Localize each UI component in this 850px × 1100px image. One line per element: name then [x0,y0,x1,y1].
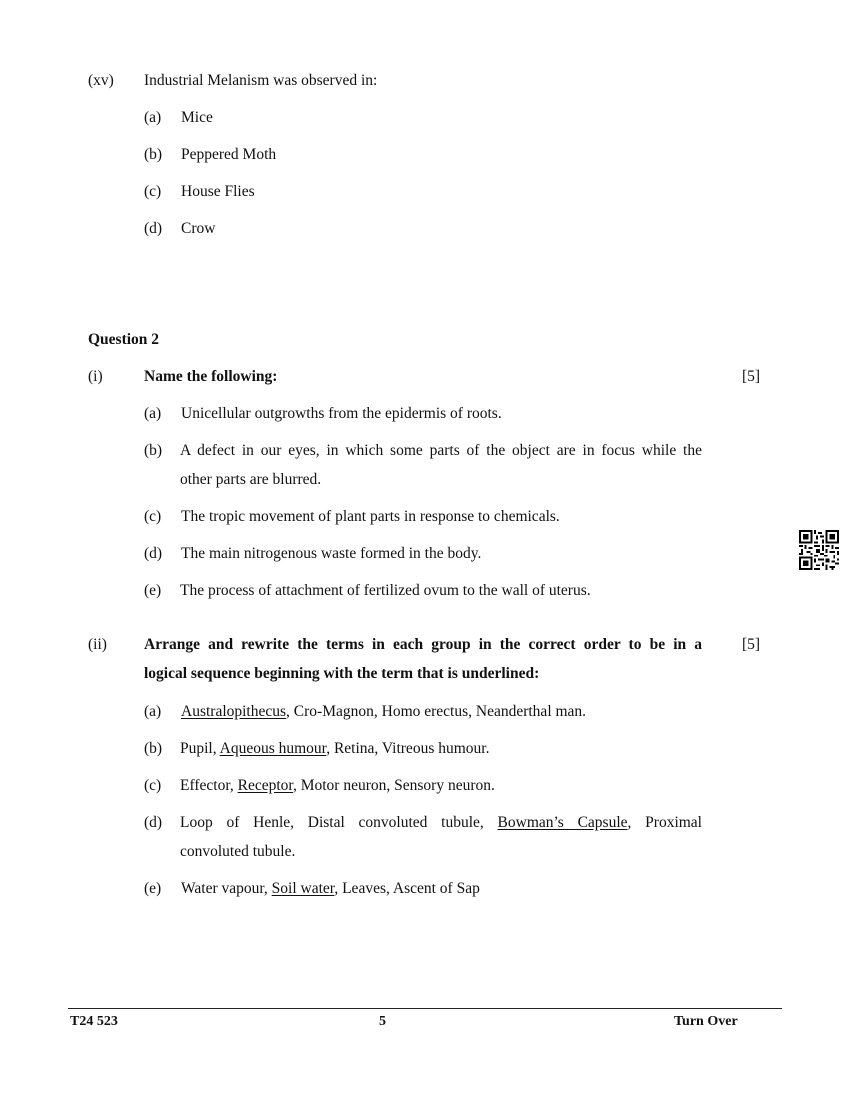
item-label: (d) [144,814,163,831]
item-label: (c) [144,777,162,794]
part-instruction: Name the following: [144,368,278,385]
item-text [180,777,495,795]
item-before: Loop of Henle, Distal convoluted tubule, [180,814,498,831]
underlined-term: Aqueous humour [219,740,327,757]
page-number: 5 [379,1014,386,1029]
part-instruction-line1: Arrange and rewrite the terms in each group in the correct order to be in a [144,636,702,653]
item-before: Pupil, [180,740,220,757]
option-text: Mice [181,109,213,126]
item-text [180,740,489,758]
option-label: (d) [144,220,163,237]
turn-over-label: Turn Over [674,1014,738,1029]
option-label: (c) [144,183,162,200]
section-heading: Question 2 [88,331,160,348]
option-text: Crow [181,220,216,237]
part-instruction-line2: logical sequence beginning with the term that is underlined: [144,665,540,682]
item-label: (b) [144,740,163,757]
item-text-line1: A defect in our eyes, in which some parts of the object are in focus while the [180,442,702,459]
underlined-term: Australopithecus [181,703,287,720]
item-text: The process of attachment of fertilized ovum to the wall of uterus. [180,582,591,599]
question-number: (xv) [88,72,114,89]
item-before: Effector, [180,777,238,794]
item-text-line1 [180,814,702,832]
marks: [5] [742,368,761,385]
item-text: The tropic movement of plant parts in response to chemicals. [181,508,560,525]
item-label: (b) [144,442,163,459]
item-label: (a) [144,703,162,720]
option-label: (b) [144,146,163,163]
underlined-term: Soil water [271,880,335,897]
item-text-line2: other parts are blurred. [180,471,322,488]
underlined-term: Bowman’s Capsule [497,814,628,831]
item-label: (a) [144,405,162,422]
item-text [181,880,480,898]
paper-code: T24 523 [70,1014,118,1029]
item-before: Water vapour, [181,880,272,897]
item-rest: , Retina, Vitreous humour. [326,740,490,757]
item-text: The main nitrogenous waste formed in the body. [181,545,482,562]
underlined-term: Receptor [237,777,293,794]
item-rest: , Leaves, Ascent of Sap [334,880,480,897]
qr-code-icon [799,530,839,570]
item-label: (e) [144,582,162,599]
item-label: (e) [144,880,162,897]
part-number: (ii) [88,636,107,653]
option-text: Peppered Moth [181,146,277,163]
part-number: (i) [88,368,103,385]
item-text [181,703,586,721]
item-text: Unicellular outgrowths from the epidermis of roots. [181,405,502,422]
item-text-line2: convoluted tubule. [180,843,296,860]
item-label: (c) [144,508,162,525]
item-label: (d) [144,545,163,562]
marks: [5] [742,636,761,653]
item-rest: , Cro-Magnon, Homo erectus, Neanderthal man. [286,703,587,720]
option-label: (a) [144,109,162,126]
question-text: Industrial Melanism was observed in: [144,72,378,89]
footer-divider [68,1008,782,1009]
option-text: House Flies [181,183,255,200]
item-rest: , Motor neuron, Sensory neuron. [292,777,495,794]
item-rest: , Proximal [627,814,702,831]
